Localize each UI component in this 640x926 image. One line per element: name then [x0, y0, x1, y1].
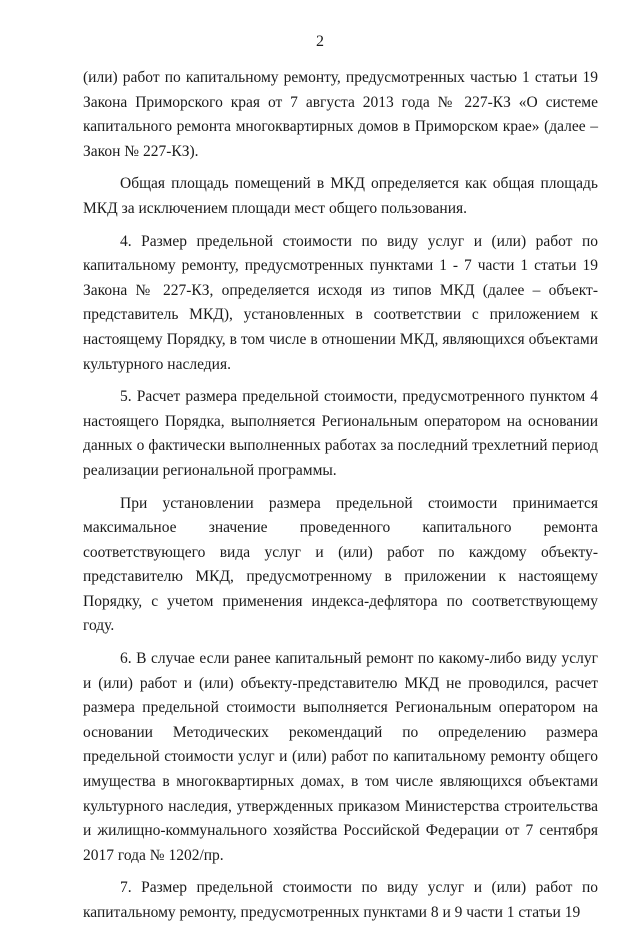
paragraph-max-value: При установлении размера предельной стоимости принимается максимальное значение проведенного капитального ремонта соответствующего вида услуг и (или) работ по каждому объекту-представителю МКД, предусмотренному в приложении к настоящему Порядку, с учетом применения индекса-дефлятора по соответствующему году.	[83, 494, 598, 635]
paragraph-total-area: Общая площадь помещений в МКД определяется как общая площадь МКД за исключением площади мест общего пользования.	[83, 175, 598, 217]
paragraph-item-7: 7. Размер предельной стоимости по виду услуг и (или) работ по капитальному ремонту, предусмотренных пунктами 8 и 9 части 1 статьи 19	[83, 879, 598, 921]
page-number: 2	[316, 33, 324, 50]
paragraph-item-6: 6. В случае если ранее капитальный ремонт по какому-либо виду услуг и (или) работ и (или) объекту-представителю МКД не проводился, расчет размера предельной стоимости выполняется Региональным оператором на основании Методических рекомендаций по определению размера предельной стоимости услуг и (или) работ по капитальному ремонту общего имущества в многоквартирных домах, в том числе являющихся объектами культурного наследия, утвержденных приказом Министерства строительства и жилищно-коммунального хозяйства Российской Федерации от 7 сентября 2017 года № 1202/пр.	[83, 650, 598, 864]
document-body	[83, 66, 598, 926]
paragraph-item-5: 5. Расчет размера предельной стоимости, предусмотренного пунктом 4 настоящего Порядка, выполняется Региональным оператором на основании данных о фактически выполненных работах за последний трехлетний период реализации региональной программы.	[83, 388, 598, 479]
paragraph-continuation: (или) работ по капитальному ремонту, предусмотренных частью 1 статьи 19 Закона Приморского края от 7 августа 2013 года № 227-КЗ «О системе капитального ремонта многоквартирных домов в Приморском крае» (далее – Закон № 227-КЗ).	[83, 69, 598, 160]
paragraph-item-4: 4. Размер предельной стоимости по виду услуг и (или) работ по капитальному ремонту, предусмотренных пунктами 1 - 7 части 1 статьи 19 Закона № 227-КЗ, определяется исходя из типов МКД (далее – объект-представитель МКД), установленных в соответствии с приложением к настоящему Порядку, в том числе в отношении МКД, являющихся объектами культурного наследия.	[83, 232, 598, 373]
